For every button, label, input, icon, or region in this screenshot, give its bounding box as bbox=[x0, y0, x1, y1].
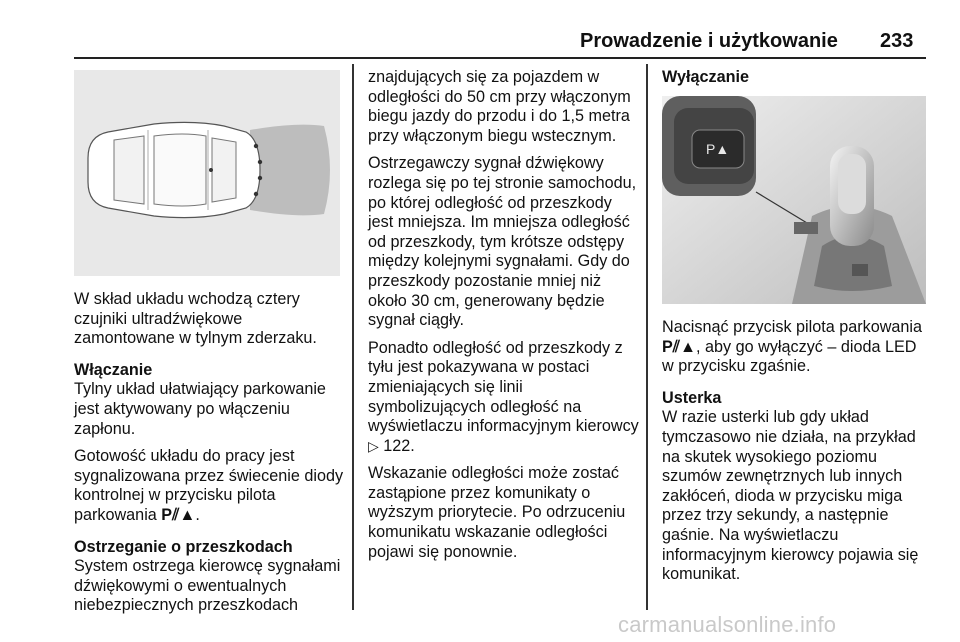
parking-assist-symbol: P⫽▲ bbox=[161, 505, 196, 524]
svg-text:P▲: P▲ bbox=[706, 141, 730, 157]
middle-paragraph-1: znajdujących się za pojazdem w odległości do 50 cm przy włączonym biegu jazdy do przodu i do 1,5 metra przy włączonym biegu wstecznym. bbox=[368, 68, 631, 145]
page-number: 233 bbox=[880, 30, 914, 52]
disable-paragraph-text: Nacisnąć przycisk pilota parkowania bbox=[662, 318, 923, 336]
column-divider-right bbox=[646, 64, 648, 610]
middle-paragraph-3 bbox=[368, 339, 640, 457]
middle-paragraph-4: Wskazanie odległości może zostać zastąpione przez komunikaty o wyższym priorytecie. Po odrzuceniu komunikatu wskazanie odległości pojawi się ponownie. bbox=[368, 464, 626, 561]
page-reference-link[interactable]: 122 bbox=[383, 436, 411, 455]
middle-paragraph-2: Ostrzegawczy sygnał dźwiękowy rozlega się po tej stronie samochodu, po której odległość od przeszkody jest mniejsza. Im mniejsza odległość od przeszkody, tym krótsze odstępy między kolejnymi sygnałami. Gdy do przeszkody pozostanie mniej niż około 30 cm, generowany będzie sygnał ciągły. bbox=[368, 154, 637, 330]
disable-paragraph bbox=[662, 318, 928, 377]
header-rule bbox=[74, 57, 926, 59]
middle-paragraph-3-text: Ponadto odległość od przeszkody z tyłu jest pokazywana w postaci zmieniających się linii symbolizujących odległość na wyświetlaczu informacyjnym kierowcy bbox=[368, 338, 639, 436]
page-reference-arrow-icon: ▷ bbox=[368, 437, 379, 454]
parking-button-console-photo bbox=[662, 96, 926, 304]
column-right-heading-block bbox=[662, 68, 928, 88]
column-divider-left bbox=[352, 64, 354, 610]
enable-heading: Włączanie bbox=[74, 360, 153, 379]
column-left bbox=[74, 290, 346, 628]
warning-heading: Ostrzeganie o przeszkodach bbox=[74, 537, 293, 556]
intro-paragraph: W skład układu wchodzą cztery czujniki ultradźwiękowe zamontowane w tylnym zderzaku. bbox=[74, 290, 317, 348]
fault-heading: Usterka bbox=[662, 388, 722, 407]
fault-paragraph: W razie usterki lub gdy układ tymczasowo nie działa, na przykład na skutek wysokiego poziomu szumów zewnętrznych lub innych zakłóceń, dioda w przycisku miga przez trzy sekundy, a następnie gaśnie. Na wyświetlaczu informacyjnym kierowcy pojawia się komunikat. bbox=[662, 408, 919, 584]
enable-paragraph-2-text: Gotowość układu do pracy jest sygnalizowana przez świecenie diody kontrolnej w przycisku pilota parkowania bbox=[74, 447, 344, 524]
watermark: carmanualsonline.info bbox=[618, 612, 837, 637]
warning-paragraph-1: System ostrzega kierowcę sygnałami dźwiękowymi o ewentualnych niebezpiecznych przeszkodach bbox=[74, 557, 341, 615]
page-header-title: Prowadzenie i użytkowanie bbox=[580, 30, 838, 52]
column-middle bbox=[368, 68, 640, 570]
car-sensor-illustration bbox=[74, 70, 340, 276]
enable-paragraph-2 bbox=[74, 447, 346, 525]
enable-paragraph-2-end: . bbox=[195, 505, 200, 524]
disable-paragraph-end: , aby go wyłączyć – dioda LED w przycisku zgaśnie. bbox=[662, 337, 917, 376]
column-right bbox=[662, 318, 928, 597]
enable-paragraph-1: Tylny układ ułatwiający parkowanie jest aktywowany po włączeniu zapłonu. bbox=[74, 380, 326, 438]
disable-heading: Wyłączanie bbox=[662, 68, 749, 86]
middle-paragraph-3-end: . bbox=[410, 436, 415, 455]
parking-assist-symbol-2: P⫽▲ bbox=[662, 337, 697, 356]
